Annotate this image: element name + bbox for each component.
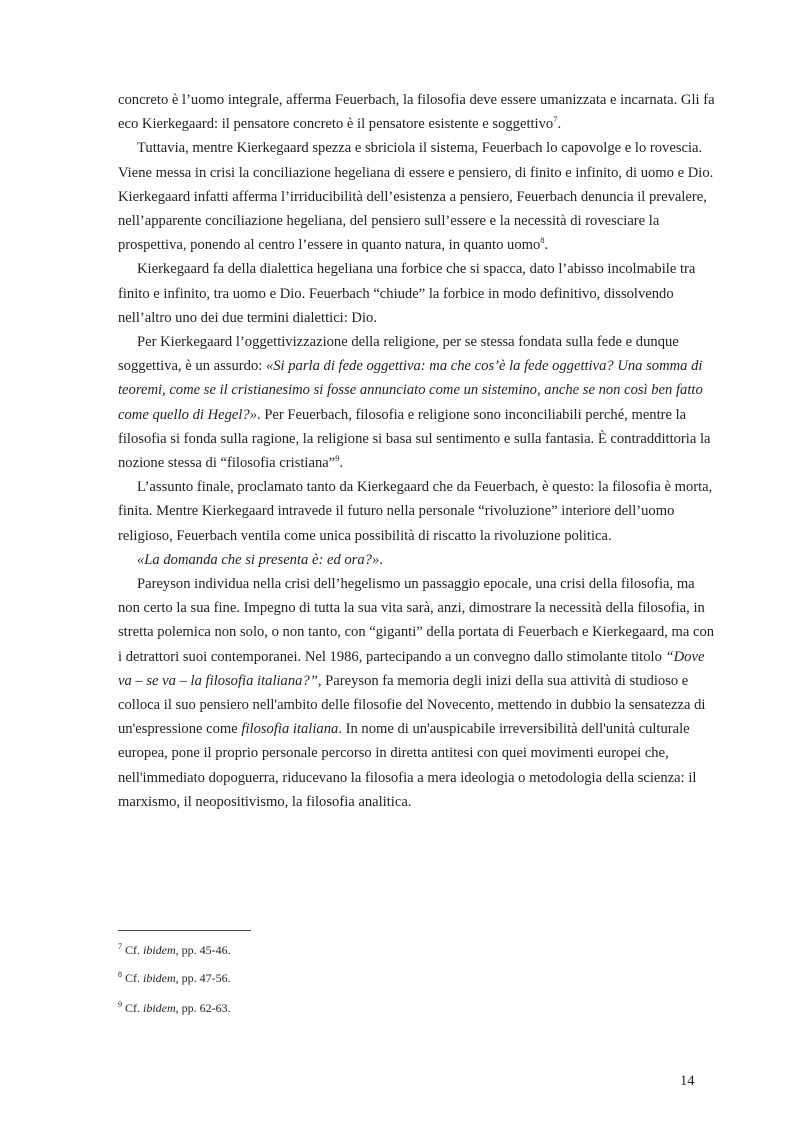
paragraph-5 [118,475,718,548]
italic-text: «Si parla di fede oggettiva: ma che cos’è la fede oggettiva? Una somma di teoremi, come se il cristianesimo si fosse annunciato come un sistemino, anche se non così ben fatto come quello di Hegel?» [118,358,703,423]
text-run: . In nome di un'auspicabile irreversibilità dell'unità culturale europea, pone il proprio personale percorso in diretta antitesi con quei movimenti europei che, nell'immediato dopoguerra, riducevano la filosofia a mera ideologia o metodologia della scienza: il marxismo, il neopositivismo, la filosofia analitica. [118,721,697,810]
footnote-ref: ibidem [143,1001,176,1015]
text-run: . [557,116,562,133]
italic-text: filosofia italiana [241,721,339,738]
text-run: L’assunto finale, proclamato tanto da Kierkegaard che da Feuerbach, è questo: la filosofia è morta, finita. Mentre Kierkegaard intravede il futuro nella personale “rivoluzione” interiore dell’uomo religioso, Feuerbach ventila come unica possibilità di riscatto la rivoluzione politica. [118,479,713,544]
footnote-pages: , pp. 62-63. [175,1001,231,1015]
footnote-text: Cf. [122,943,143,957]
text-run: Kierkegaard fa della dialettica hegeliana una forbice che si spacca, dato l’abisso incolmabile tra finito e infinito, tra uomo e Dio. Feuerbach “chiude” la forbice in modo definitivo, dissolvendo nell’altro uno dei due termini dialettici: Dio. [118,261,696,326]
italic-text: “Dove va – se va – la filosofia italiana?” [118,648,705,689]
text-run: . [339,455,344,472]
page-number: 14 [680,1073,695,1089]
paragraph-6 [118,548,718,572]
footnote-ref: ibidem, [143,943,179,957]
footnote-8 [118,971,231,985]
text-run: . [544,237,549,254]
text-run: concreto è l’uomo integrale, afferma Feuerbach, la filosofia deve essere umanizzata e incarnata. Gli fa eco Kierkegaard: il pensatore concreto è il pensatore esistente e soggettivo [118,92,715,133]
paragraph-3 [118,257,718,330]
footnote-marker: 9 [335,453,340,464]
paragraph-7 [118,572,718,814]
footnote-text: Cf. [122,971,143,985]
text-run: Per Kierkegaard l’oggettivizzazione della religione, per se stessa fondata sulla fede e dunque soggettiva, è un assurdo: [118,334,679,375]
text-run: Tuttavia, mentre Kierkegaard spezza e sbriciola il sistema, Feuerbach lo capovolge e lo rovescia. Viene messa in crisi la conciliazione hegeliana di essere e pensiero, di finito e infinito, di uomo e Dio. Kierkegaard infatti afferma l’irriducibilità dell’esistenza a pensiero, Feuerbach denuncia il prevalere, nell’apparente conciliazione hegeliana, del pensiero sull’essere e la necessità di rovesciare la prospettiva, ponendo al centro l’essere in quanto natura, in quanto uomo [118,140,714,254]
paragraph-1 [118,88,718,136]
text-run: , Pareyson fa memoria degli inizi della sua attività di studioso e colloca il suo pensiero nell'ambito delle filosofie del Novecento, mettendo in dubbio la sensatezza di un'espressione come [118,672,706,738]
text-run: . Per Feuerbach, filosofia e religione sono inconciliabili perché, mentre la filosofia si fonda sulla ragione, la religione si basa sul sentimento e sulla fantasia. È contraddittoria la nozione stessa di “filosofia cristiana” [118,406,711,472]
footnote-text: Cf. [122,1001,143,1015]
footnote-marker: 8 [540,235,545,246]
footnote-pages: pp. 47-56. [178,971,231,985]
footnote-separator [118,930,251,931]
footnote-pages: pp. 45-46. [178,943,231,957]
italic-text: «La domanda che si presenta è: ed ora?» [137,551,380,568]
footnote-marker: 7 [553,114,558,125]
footnote-number: 8 [118,970,122,979]
paragraph-4 [118,330,718,475]
page-body [118,88,718,814]
footnote-7 [118,943,231,957]
footnote-number: 9 [118,1000,122,1009]
footnote-number: 7 [118,942,122,951]
footnote-9 [118,1001,231,1015]
text-run: . [379,551,383,568]
text-run: Pareyson individua nella crisi dell’hegelismo un passaggio epocale, una crisi della filosofia, ma non certo la sua fine. Impegno di tutta la sua vita sarà, anzi, dimostrare la necessità della filosofia, in stretta polemica non solo, o non tanto, con “giganti” della portata di Feuerbach e Kierkegaard, ma con i detrattori suoi contemporanei. Nel 1986, partecipando a un convegno dallo stimolante titolo [118,576,715,665]
footnote-ref: ibidem, [143,971,179,985]
paragraph-2 [118,136,718,257]
